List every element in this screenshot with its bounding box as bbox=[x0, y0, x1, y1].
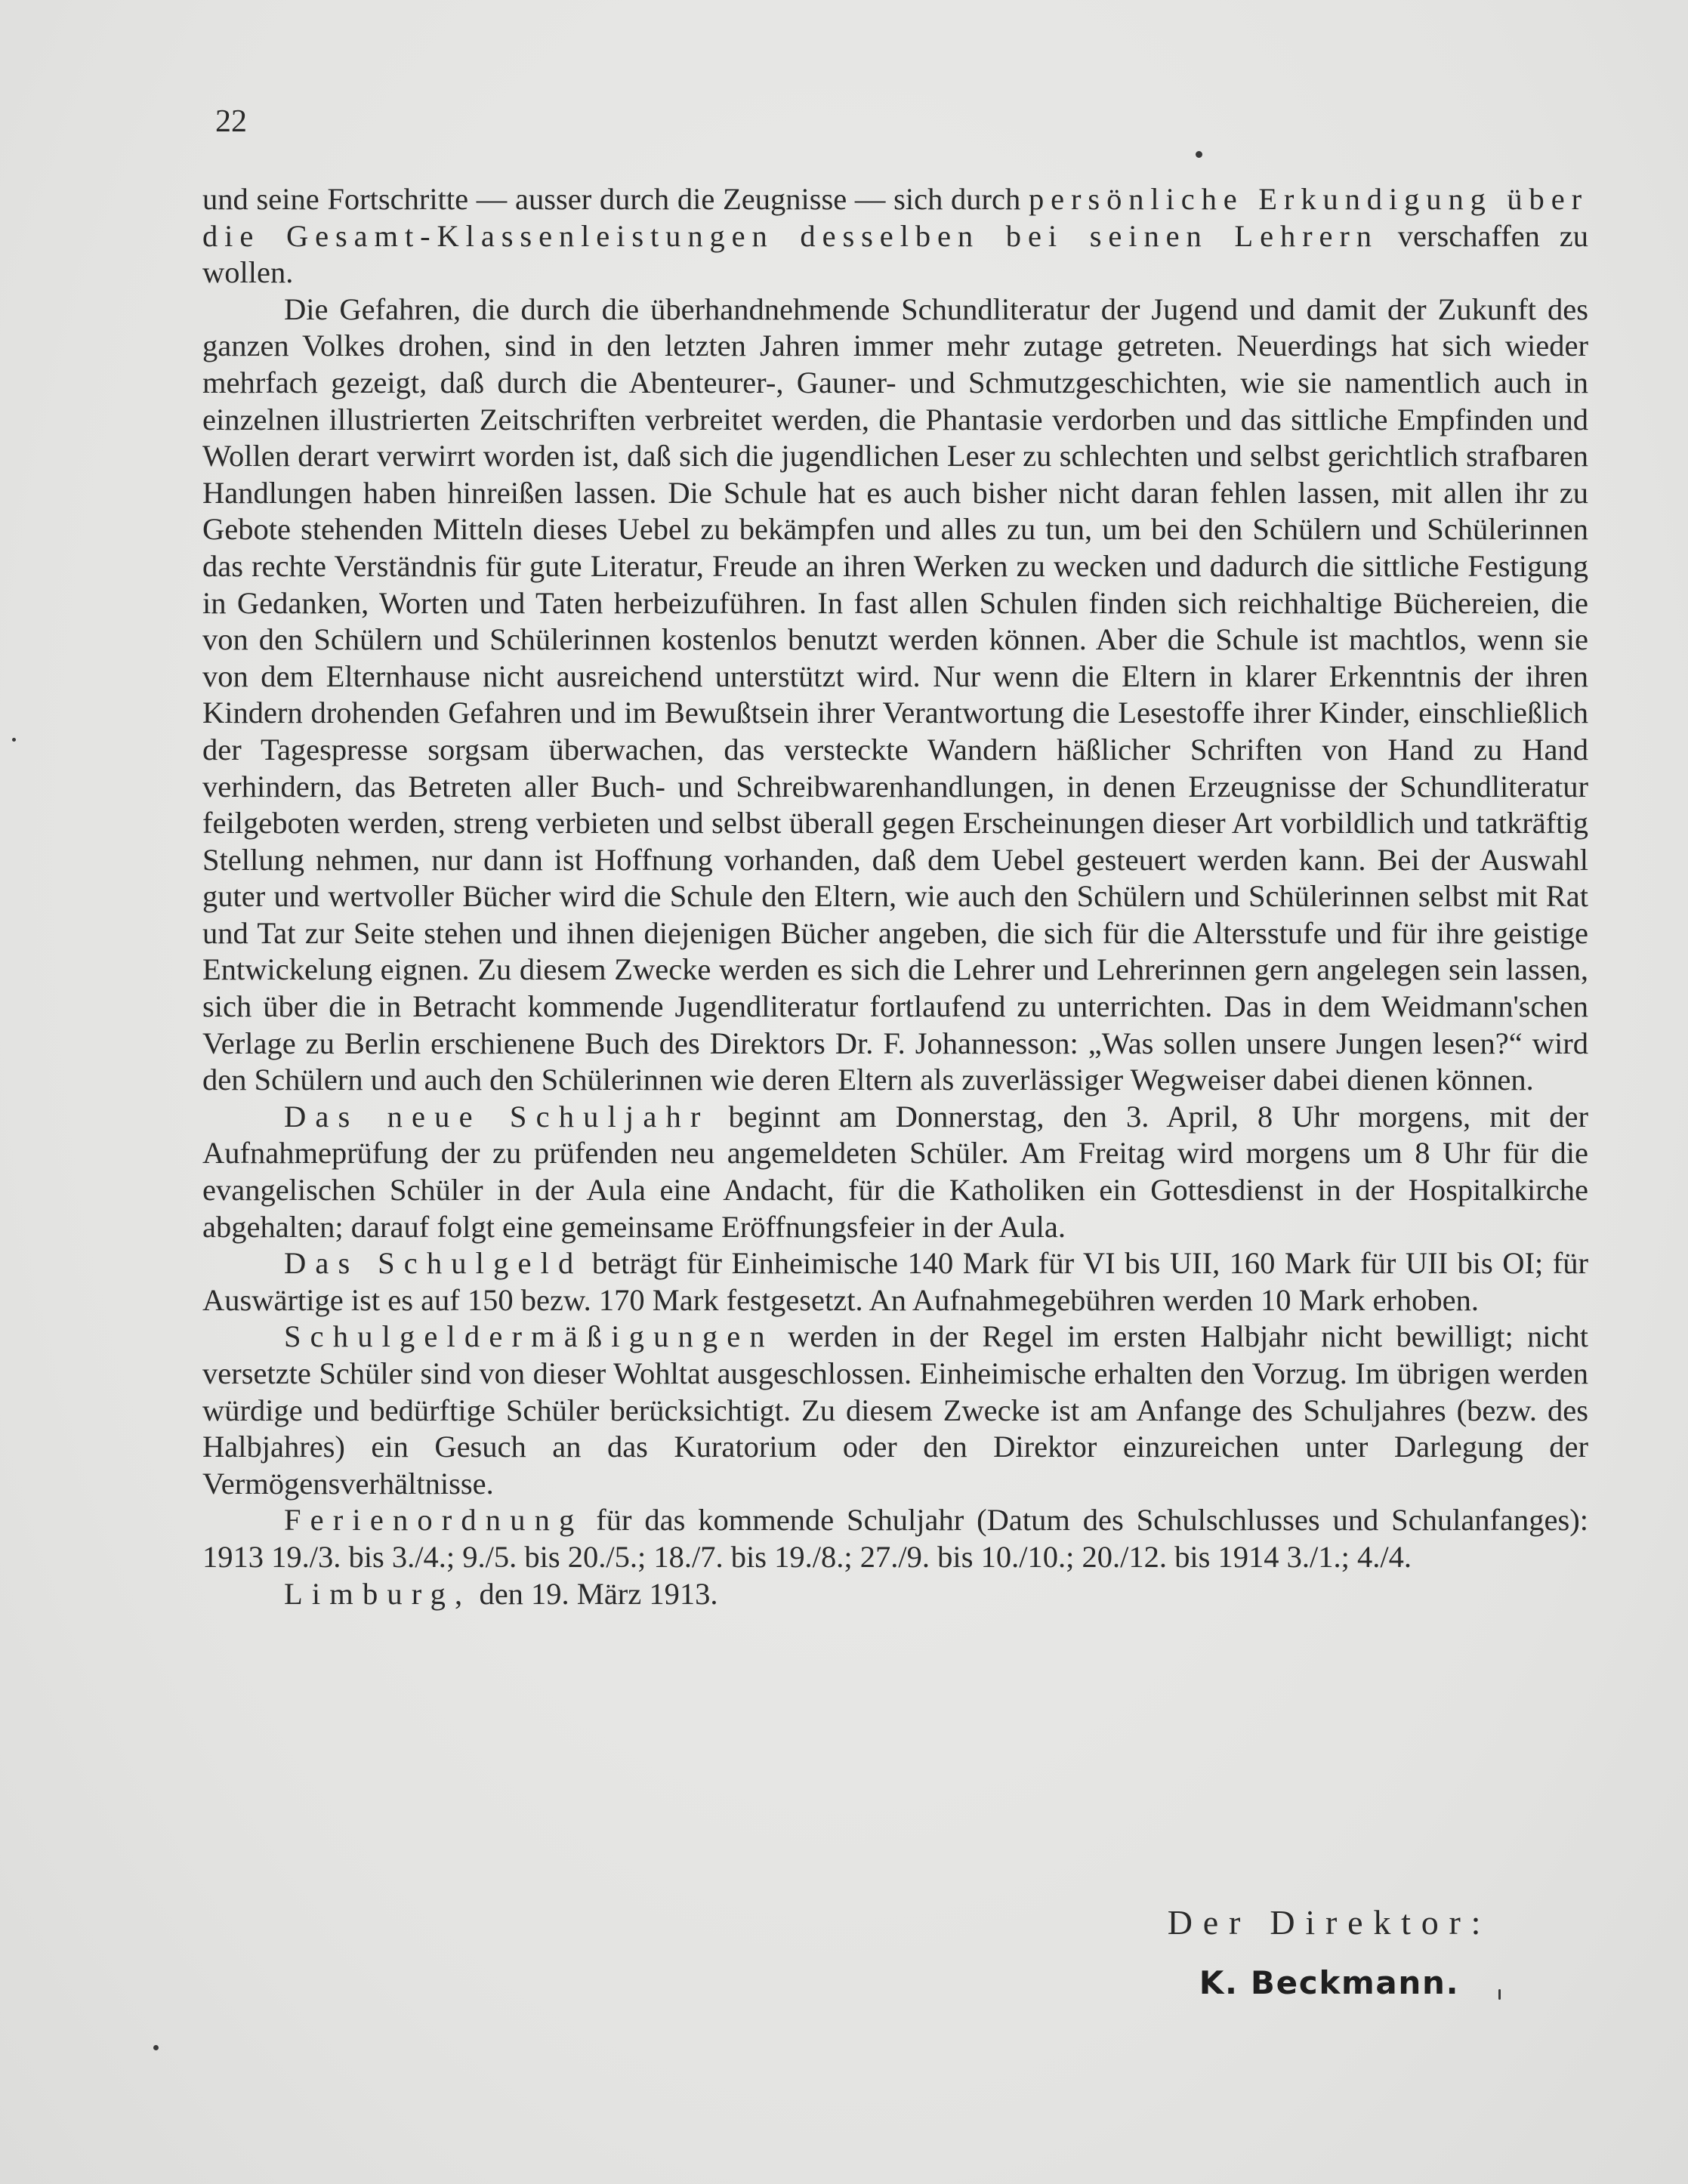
dateline-place: Limburg, bbox=[284, 1576, 472, 1611]
signature-name: K. Beckmann. bbox=[1199, 1964, 1460, 2001]
paragraph-3 bbox=[202, 1099, 1588, 1245]
scan-speck bbox=[153, 2045, 159, 2050]
paragraph-5-lead: Schulgeldermäßigungen bbox=[284, 1319, 774, 1354]
scan-speck bbox=[12, 738, 16, 742]
paragraph-5 bbox=[202, 1319, 1588, 1502]
paragraph-3-lead: Das neue Schuljahr bbox=[284, 1099, 710, 1134]
paragraph-2: Die Gefahren, die durch die überhandnehmende Schundliteratur der Jugend und damit der Zukunft des ganzen Volkes drohen, sind in den letzten Jahren immer mehr zutage getreten. Neuerdings hat sich wieder mehrfach gezeigt, daß durch die Abenteurer-, Gauner- und Schmutzgeschichten, wie sie namentlich auch in einzelnen illustrierten Zeitschriften verbreitet werden, die Phantasie verdorben und das sittliche Empfinden und Wollen derart verwirrt worden ist, daß sich die jugendlichen Leser zu schlechten und selbst gerichtlich strafbaren Handlungen haben hinreißen lassen. Die Schule hat es auch bisher nicht daran fehlen lassen, mit allen ihr zu Gebote stehenden Mitteln dieses Uebel zu bekämpfen und alles zu tun, um bei den Schülern und Schülerinnen das rechte Verständnis für gute Literatur, Freude an ihren Werken zu wecken und dadurch die sittliche Festigung in Gedanken, Worten und Taten herbeizuführen. In fast allen Schulen finden sich reichhaltige Büchereien, die von den Schülern und Schülerinnen kostenlos benutzt werden können. Aber die Schule ist machtlos, wenn sie von dem Elternhause nicht ausreichend unterstützt wird. Nur wenn die Eltern in klarer Erkenntnis der ihren Kindern drohenden Gefahren und im Bewußtsein ihrer Verantwortung die Lesestoffe ihrer Kinder, einschließlich der Tagespresse sorgsam überwachen, das versteckte Wandern häßlicher Schriften von Hand zu Hand verhindern, das Betreten aller Buch- und Schreibwarenhandlungen, in denen Erzeugnisse der Schundliteratur feilgeboten werden, streng verbieten und selbst überall gegen Erscheinungen dieser Art vorbildlich und tatkräftig Stellung nehmen, nur dann ist Hoffnung vorhanden, daß dem Uebel gesteuert werden kann. Bei der Auswahl guter und wertvoller Bücher wird die Schule den Eltern, wie auch den Schülern und Schülerinnen selbst mit Rat und Tat zur Seite stehen und ihnen diejenigen Bücher angeben, die sich für die Altersstufe und für ihre geistige Entwickelung eignen. Zu diesem Zwecke werden es sich die Lehrer und Lehrerinnen gern angelegen sein lassen, sich über die in Betracht kommende Jugendliteratur fortlaufend zu unterrichten. Das in dem Weidmann'schen Verlage zu Berlin erschienene Buch des Direktors Dr. F. Johannesson: „Was sollen unsere Jungen lesen?“ wird den Schülern und auch den Schülerinnen wie deren Eltern als zuverlässiger Wegweiser dabei dienen können. bbox=[202, 292, 1588, 1097]
paragraph-1-end: verschaffen zu wollen. bbox=[202, 218, 1588, 290]
scan-speck bbox=[1196, 151, 1202, 158]
paragraph-1 bbox=[202, 181, 1588, 292]
paragraph-4 bbox=[202, 1245, 1588, 1319]
paragraph-1-start: und seine Fortschritte — ausser durch die Zeugnisse — sich durch bbox=[202, 182, 1029, 216]
dateline-date: den 19. März 1913. bbox=[471, 1576, 718, 1611]
paragraph-1-spaced-emphasis: persönliche Erkundigung über die Gesamt-Klassenleistungen desselben bei seinen Lehrern bbox=[202, 182, 1588, 253]
paragraph-3-text: beginnt am Donnerstag, den 3. April, 8 Uhr morgens, mit der Aufnahmeprüfung der zu prüfenden neu angemeldeten Schüler. Am Freitag wird morgens um 8 Uhr für die evangelischen Schüler in der Aula eine Andacht, für die Katholiken ein Gottesdienst in der Hospitalkirche abgehalten; darauf folgt eine gemeinsame Eröffnungsfeier in der Aula. bbox=[202, 1099, 1588, 1244]
page-number: 22 bbox=[215, 104, 247, 139]
paragraph-6-lead: Ferienordnung bbox=[284, 1503, 584, 1538]
scan-speck bbox=[1498, 1989, 1501, 2000]
signature-title: Der Direktor: bbox=[1167, 1903, 1492, 1942]
signature-block bbox=[1118, 1905, 1541, 2001]
paragraph-6 bbox=[202, 1502, 1588, 1575]
body-text bbox=[202, 181, 1588, 1612]
paragraph-4-lead: Das Schulgeld bbox=[284, 1246, 583, 1281]
dateline bbox=[202, 1576, 1588, 1613]
paragraph-5-text: werden in der Regel im ersten Halbjahr nicht bewilligt; nicht versetzte Schüler sind von dieser Wohltat ausgeschlossen. Einheimische erhalten den Vorzug. Im übrigen werden würdige und bedürftige Schüler berücksichtigt. Zu diesem Zwecke ist am Anfange des Schuljahres (bezw. des Halbjahres) ein Gesuch an das Kuratorium oder den Direktor einzureichen unter Darlegung der Vermögensverhältnisse. bbox=[202, 1319, 1588, 1501]
paragraph-6-text: für das kommende Schuljahr (Datum des Schulschlusses und Schulanfanges): 1913 19./3. bis 3./4.; 9./5. bis 20./5.; 18./7. bis 19./8.; 27./9. bis 10./10.; 20./12. bis 1914 3./1.; 4./4. bbox=[202, 1503, 1588, 1574]
paragraph-4-text: beträgt für Einheimische 140 Mark für VI bis UII, 160 Mark für UII bis OI; für Auswärtige ist es auf 150 bezw. 170 Mark festgesetzt. An Aufnahmegebühren werden 10 Mark erhoben. bbox=[202, 1246, 1588, 1317]
